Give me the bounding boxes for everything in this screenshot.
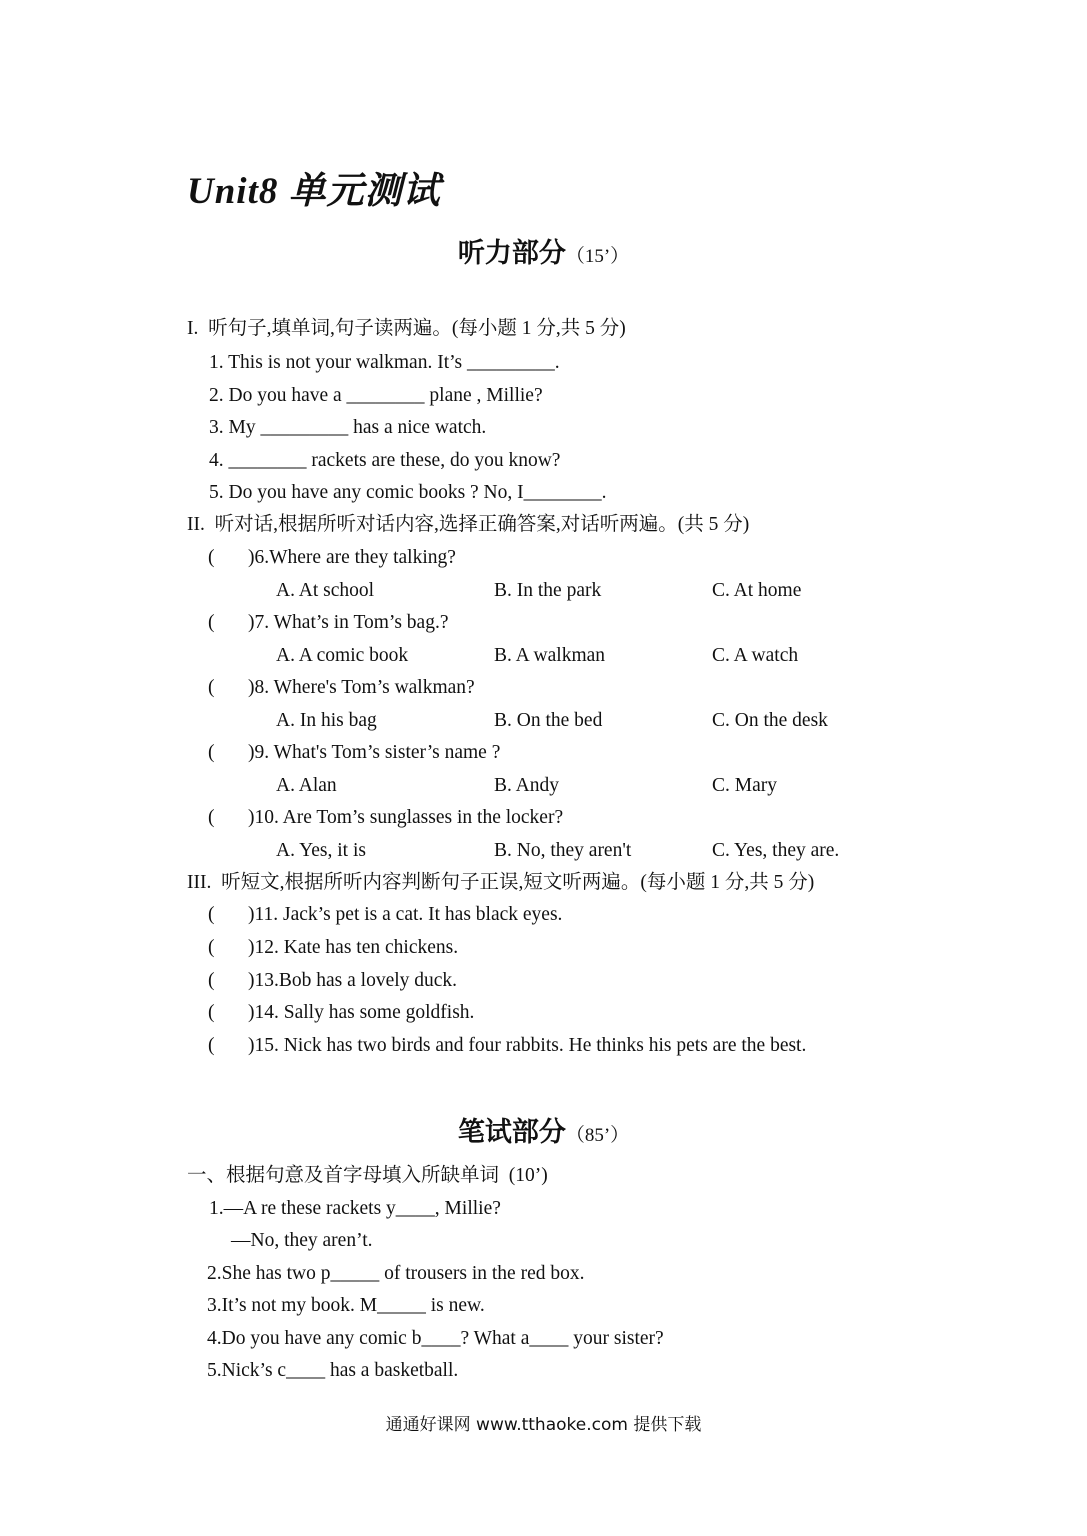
listening-section-title: [0, 231, 1087, 270]
option-a: A. In his bag: [276, 710, 377, 731]
tf-question-text: )12. Kate has ten chickens.: [248, 937, 459, 958]
answer-paren: (: [208, 1035, 215, 1056]
option-b: B. In the park: [494, 580, 602, 601]
mc-question-text: )9. What's Tom’s sister’s name ?: [248, 742, 501, 763]
writing-part1-heading: 一、根据句意及首字母填入所缺单词 (10’): [187, 1165, 548, 1186]
fill-item: 4.Do you have any comic b____? What a____ your sister?: [207, 1328, 664, 1349]
option-c: C. Mary: [712, 775, 777, 796]
listening-part1-item: 3. My _________ has a nice watch.: [209, 417, 487, 438]
answer-paren: (: [208, 677, 215, 698]
fill-item: 5.Nick’s c____ has a basketball.: [207, 1360, 459, 1381]
listening-score: （15’）: [565, 246, 630, 267]
tf-question-text: )13.Bob has a lovely duck.: [248, 970, 458, 991]
listening-part1-item: 1. This is not your walkman. It’s _________.: [209, 352, 560, 373]
tf-question: [208, 1001, 474, 1025]
fill-item-reply: —No, they aren’t.: [231, 1230, 373, 1251]
mc-question: [208, 611, 448, 635]
option-b: B. On the bed: [494, 710, 603, 731]
fill-item: 2.She has two p_____ of trousers in the red box.: [207, 1263, 585, 1284]
listening-part1-item: 2. Do you have a ________ plane , Millie?: [209, 385, 543, 406]
answer-paren: (: [208, 612, 215, 633]
listening-title-text: 听力部分: [457, 238, 566, 268]
mc-question-text: )6.Where are they talking?: [248, 547, 456, 568]
tf-question: [208, 1034, 806, 1058]
tf-question: [208, 936, 458, 960]
tf-question-text: )11. Jack’s pet is a cat. It has black eyes.: [248, 904, 563, 925]
answer-paren: (: [208, 1002, 215, 1023]
tf-question-text: )14. Sally has some goldfish.: [248, 1002, 475, 1023]
page-footer: 通通好课网 www.tthaoke.com 提供下载: [385, 1415, 702, 1435]
answer-paren: (: [208, 937, 215, 958]
tf-question: [208, 903, 562, 927]
mc-question: [208, 741, 500, 765]
answer-paren: (: [208, 807, 215, 828]
option-b: B. Andy: [494, 775, 560, 796]
option-c: C. Yes, they are.: [712, 840, 840, 861]
listening-part2-heading: II. 听对话,根据所听对话内容,选择正确答案,对话听两遍。(共 5 分): [187, 514, 750, 535]
option-a: A. Alan: [276, 775, 337, 796]
mc-question: [208, 546, 456, 570]
writing-title-text: 笔试部分: [457, 1117, 566, 1147]
writing-section-title: [0, 1110, 1087, 1149]
option-b: B. A walkman: [494, 645, 606, 666]
answer-paren: (: [208, 742, 215, 763]
mc-question-text: )10. Are Tom’s sunglasses in the locker?: [248, 807, 564, 828]
option-c: C. At home: [712, 580, 802, 601]
option-c: C. On the desk: [712, 710, 828, 731]
tf-question: [208, 969, 457, 993]
writing-score: （85’）: [565, 1125, 630, 1146]
mc-question: [208, 676, 475, 700]
option-a: A. At school: [276, 580, 375, 601]
mc-question-text: )8. Where's Tom’s walkman?: [248, 677, 475, 698]
page-title: Unit8 单元测试: [187, 171, 441, 212]
option-a: A. Yes, it is: [276, 840, 366, 861]
listening-part1-item: 4. ________ rackets are these, do you know?: [209, 450, 561, 471]
answer-paren: (: [208, 970, 215, 991]
listening-part1-heading: I. 听句子,填单词,句子读两遍。(每小题 1 分,共 5 分): [187, 318, 626, 339]
fill-item: 1.—A re these rackets y____, Millie?: [209, 1198, 501, 1219]
mc-question-text: )7. What’s in Tom’s bag.?: [248, 612, 449, 633]
answer-paren: (: [208, 904, 215, 925]
tf-question-text: )15. Nick has two birds and four rabbits. He thinks his pets are the best.: [248, 1035, 807, 1056]
listening-part1-item: 5. Do you have any comic books ? No, I________.: [209, 482, 607, 503]
option-b: B. No, they aren't: [494, 840, 632, 861]
fill-item: 3.It’s not my book. M_____ is new.: [207, 1295, 485, 1316]
option-a: A. A comic book: [276, 645, 409, 666]
mc-question: [208, 806, 563, 830]
listening-part3-heading: III. 听短文,根据所听内容判断句子正误,短文听两遍。(每小题 1 分,共 5 分): [187, 872, 815, 893]
answer-paren: (: [208, 547, 215, 568]
option-c: C. A watch: [712, 645, 799, 666]
